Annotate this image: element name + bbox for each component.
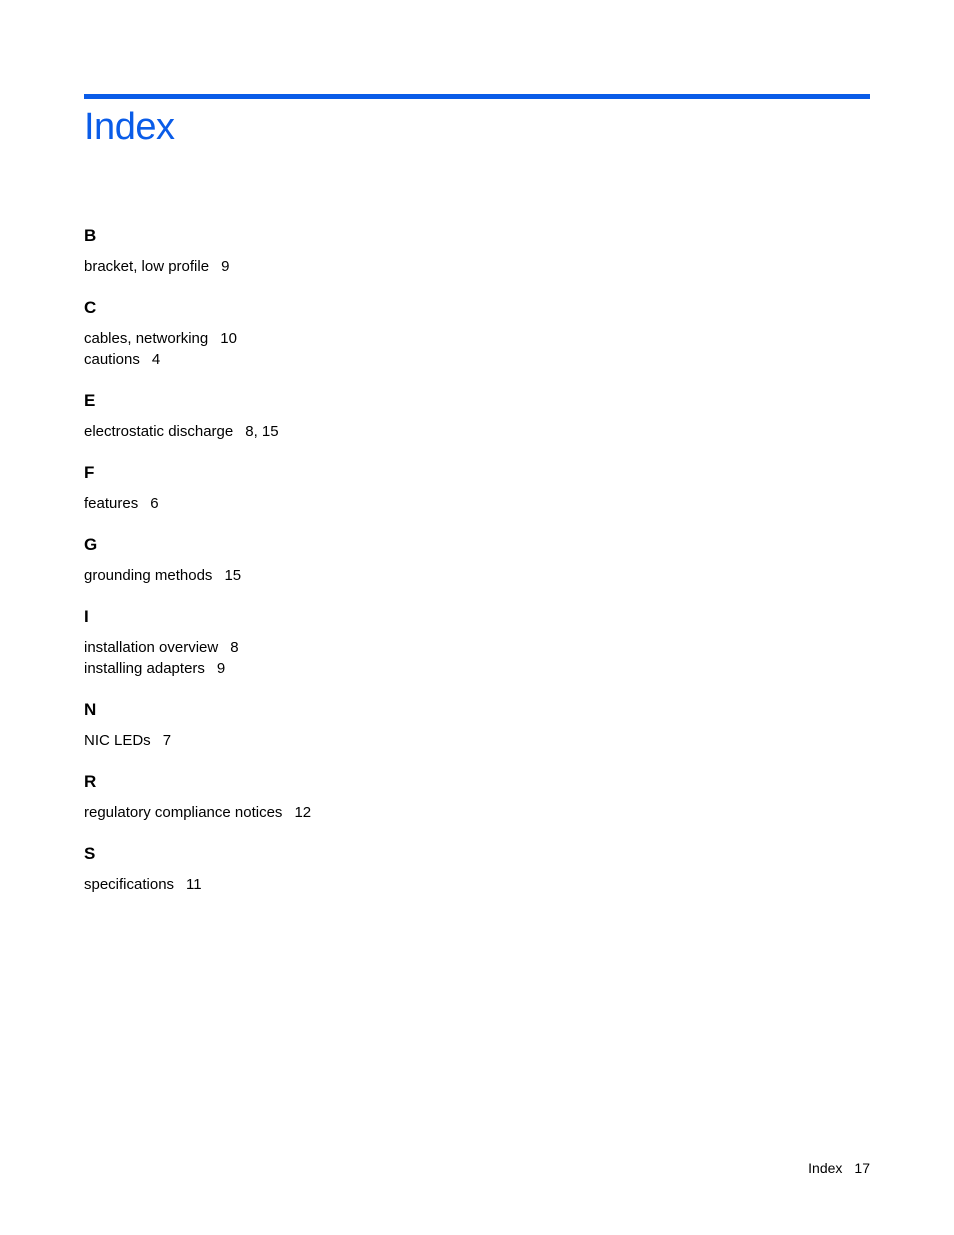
index-entry (84, 658, 684, 679)
index-entry-pages[interactable]: 9 (221, 258, 230, 275)
title-rule (84, 94, 870, 99)
index-entry (84, 874, 684, 895)
index-group-c (84, 296, 684, 370)
index-entry-term: features (84, 495, 139, 512)
index-entry-term: cables, networking (84, 330, 209, 347)
index-entry (84, 637, 684, 658)
index-entry-pages[interactable]: 12 (294, 804, 312, 821)
index-letter-heading: G (84, 535, 98, 554)
index-entry (84, 565, 684, 586)
index-group-e (84, 389, 684, 442)
index-entry-pages[interactable]: 8 (230, 639, 239, 656)
index-entry-term: bracket, low profile (84, 258, 210, 275)
index-entry (84, 421, 684, 442)
index-entry-term: installing adapters (84, 660, 205, 677)
index-entry (84, 256, 684, 277)
index-letter-heading: B (84, 226, 97, 245)
index-entry (84, 730, 684, 751)
index-group-n (84, 698, 684, 751)
index-entry-term: grounding methods (84, 567, 213, 584)
index-entry-pages[interactable]: 8, 15 (245, 423, 279, 440)
index-letter-heading: N (84, 700, 97, 719)
index-entry-pages[interactable]: 6 (150, 495, 159, 512)
index-group-r (84, 770, 684, 823)
index-entry (84, 493, 684, 514)
index-letter-heading: S (84, 844, 96, 863)
index-entry-pages[interactable]: 15 (224, 567, 242, 584)
page-footer (808, 1158, 870, 1178)
page-title: Index (84, 106, 175, 148)
index-group-b (84, 224, 684, 277)
index-entry-term: regulatory compliance notices (84, 804, 283, 821)
index-entry-term: cautions (84, 351, 140, 368)
index-entry-pages[interactable]: 10 (220, 330, 237, 347)
index-entry-term: NIC LEDs (84, 732, 151, 749)
index-group-i (84, 605, 684, 679)
index-letter-heading: E (84, 391, 96, 410)
index-letter-heading: F (84, 463, 95, 482)
index-entry-pages[interactable]: 11 (186, 876, 202, 893)
index-entry-term: electrostatic discharge (84, 423, 234, 440)
index-entry-pages[interactable]: 4 (151, 351, 161, 368)
footer-page-number: 17 (854, 1160, 870, 1176)
index-group-g (84, 533, 684, 586)
index-entry-term: specifications (84, 876, 175, 893)
index-entry (84, 328, 684, 349)
index-group-s (84, 842, 684, 895)
index-entry-pages[interactable]: 9 (216, 660, 226, 677)
index-group-f (84, 461, 684, 514)
index-letter-heading: R (84, 772, 97, 791)
index-entry-pages[interactable]: 7 (162, 732, 172, 749)
index-entry (84, 802, 684, 823)
index-list (84, 224, 684, 914)
index-entry (84, 349, 684, 370)
index-letter-heading: I (84, 607, 89, 626)
index-letter-heading: C (84, 298, 97, 317)
footer-section-label: Index (808, 1160, 843, 1176)
index-entry-term: installation overview (84, 639, 219, 656)
